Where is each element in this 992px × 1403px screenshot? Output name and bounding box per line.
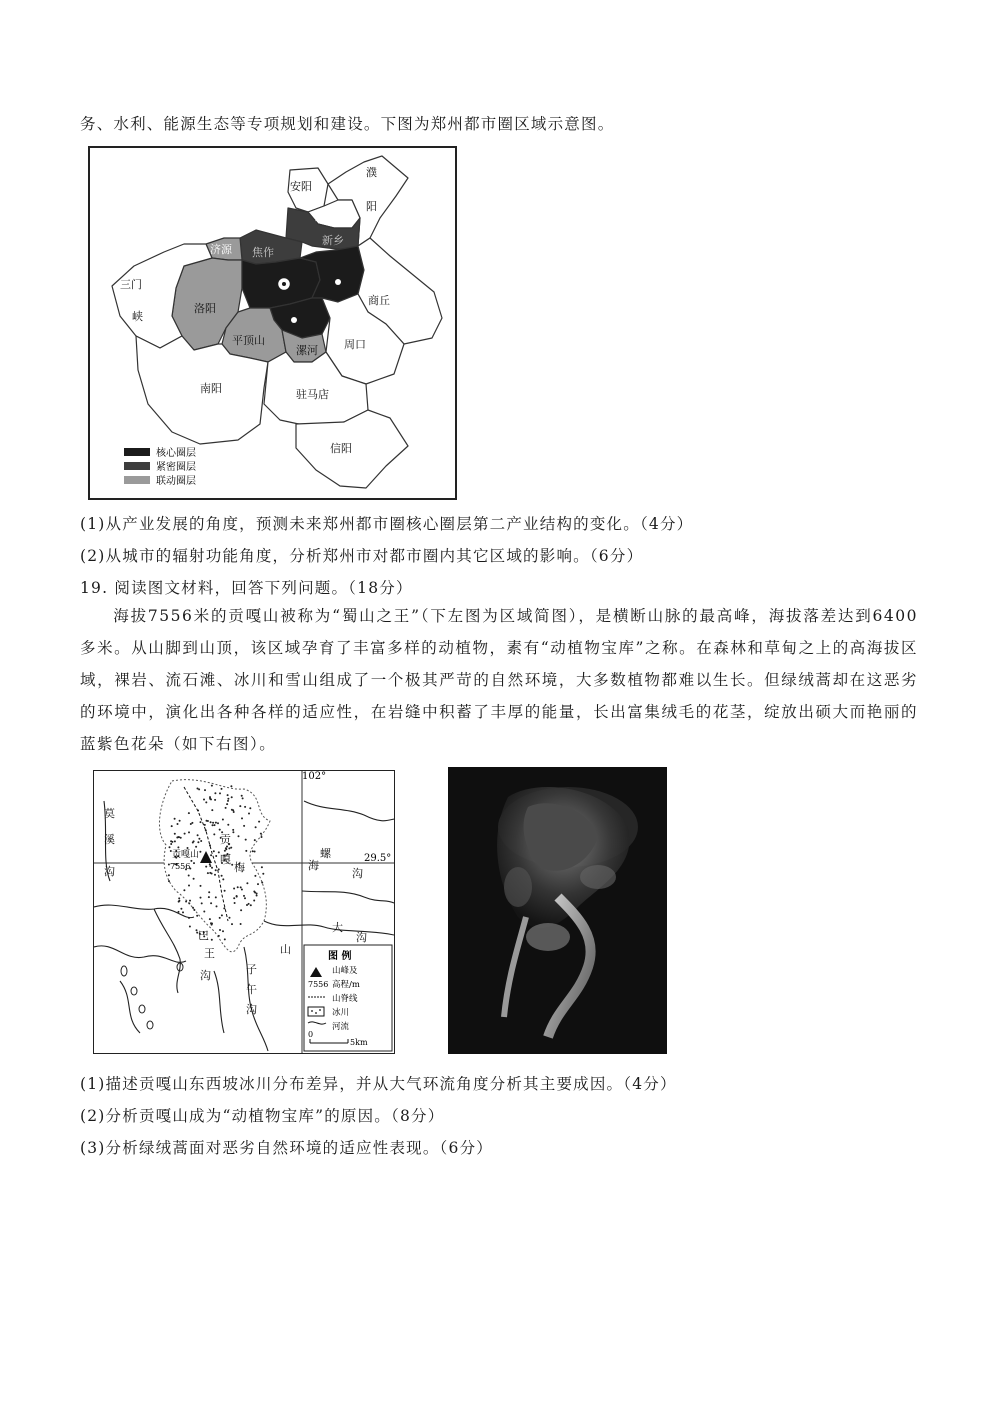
svg-text:沟: 沟 — [352, 867, 363, 880]
svg-text:嘎: 嘎 — [220, 853, 231, 866]
label-puyang-2: 阳 — [366, 200, 377, 213]
q18-2: (2)从城市的辐射功能角度，分析郑州市对都市圈内其它区域的影响。（6分） — [80, 547, 644, 565]
peak-elev: 7556 — [170, 862, 191, 871]
q19-1: (1)描述贡嘎山东西坡冰川分布差异，并从大气环流角度分析其主要成因。（4分） — [80, 1075, 677, 1093]
intro-line: 务、水利、能源生态等专项规划和建设。下图为郑州都市圈区域示意图。 — [80, 115, 615, 133]
zhengzhou-map — [88, 146, 457, 500]
svg-text:子: 子 — [246, 963, 257, 976]
label-xinxiang: 新乡 — [322, 234, 344, 247]
gongga-map-svg — [94, 771, 394, 1053]
svg-text:王: 王 — [204, 947, 215, 960]
svg-text:沟: 沟 — [104, 865, 115, 878]
label-jiyuan: 济源 — [210, 243, 232, 256]
zhengzhou-map-svg — [90, 148, 455, 498]
map1-legend — [124, 446, 196, 487]
peak-name: 贡嘎山 — [172, 850, 200, 860]
q18-1: (1)从产业发展的角度，预测未来郑州都市圈核心圈层第二产业结构的变化。（4分） — [80, 515, 694, 533]
label-sanmenxia-2: 峡 — [132, 310, 143, 323]
lakes — [121, 963, 183, 1029]
legend-core: 核心圈层 — [156, 448, 196, 459]
label-puyang-1: 濮 — [366, 166, 377, 179]
label-zhumadian: 驻马店 — [296, 388, 329, 401]
svg-text:山: 山 — [280, 943, 291, 956]
svg-text:山脊线: 山脊线 — [332, 994, 358, 1004]
svg-text:图 例: 图 例 — [328, 951, 352, 962]
svg-text:5km: 5km — [350, 1038, 368, 1047]
svg-text:山峰及: 山峰及 — [332, 966, 358, 976]
svg-text:莫: 莫 — [104, 807, 115, 820]
label-jiaozuo: 焦作 — [252, 246, 274, 259]
label-nanyang: 南阳 — [200, 382, 222, 395]
blue-poppy-photo — [448, 767, 667, 1054]
svg-text:沟: 沟 — [200, 969, 211, 982]
svg-text:0: 0 — [308, 1030, 314, 1039]
svg-text:大: 大 — [332, 921, 343, 934]
map2-legend — [304, 945, 392, 1051]
label-xinyang: 信阳 — [330, 442, 352, 455]
svg-text:螺: 螺 — [320, 847, 331, 860]
lon-label: 102° — [302, 771, 327, 782]
xuchang-marker — [291, 317, 297, 323]
q19-paragraph — [80, 600, 918, 760]
label-sanmenxia-1: 三门 — [120, 278, 142, 291]
q19-2: (2)分析贡嘎山成为“动植物宝库”的原因。（8分） — [80, 1107, 445, 1125]
label-hebi: 鹤壁 — [314, 210, 336, 223]
q19-paragraph-text: 海拔7556米的贡嘎山被称为“蜀山之王”（下左图为区域简图），是横断山脉的最高峰，海拔落差达到6400多米。从山脚到山顶，该区域孕育了丰富多样的动植物，素有“动植物宝库”之称。在森林和草甸之上的高海拔区域，裸岩、流石滩、冰川和雪山组成了一个极其严苛的自然环境，大多数植物都难以生长。但绿绒蒿却在这恶劣的环境中，演化出各种各样的适应性，在岩缝中积蓄了丰厚的能量，长出富集绒毛的花茎，绽放出硕大而艳丽的蓝紫色花朵（如下右图）。 — [80, 607, 918, 753]
label-shangqiu: 商丘 — [368, 294, 390, 307]
svg-text:海: 海 — [308, 859, 319, 872]
blue-poppy-svg — [448, 767, 667, 1054]
svg-text:贡: 贡 — [220, 833, 231, 846]
legend-linked: 联动圈层 — [156, 476, 196, 487]
svg-text:午: 午 — [246, 983, 257, 996]
svg-text:沟: 沟 — [246, 1003, 257, 1016]
svg-text:溪: 溪 — [104, 833, 115, 846]
label-luohe: 漯河 — [296, 344, 318, 357]
kaifeng-marker — [335, 279, 341, 285]
svg-text:河流: 河流 — [332, 1022, 350, 1032]
label-pingdingshan: 平顶山 — [232, 334, 265, 347]
label-zhoukou: 周口 — [344, 338, 366, 351]
q19-3: (3)分析绿绒蒿面对恶劣自然环境的适应性表现。（6分） — [80, 1139, 493, 1157]
gongga-map — [93, 770, 395, 1054]
legend-peak-elev: 7556 — [308, 980, 329, 989]
svg-text:巴: 巴 — [198, 929, 209, 942]
svg-text:高程/m: 高程/m — [332, 980, 360, 990]
svg-text:冰川: 冰川 — [332, 1008, 350, 1018]
q19-header: 19. 阅读图文材料，回答下列问题。（18分） — [80, 579, 413, 597]
label-anyang: 安阳 — [290, 180, 312, 193]
svg-text:梅: 梅 — [234, 861, 245, 874]
lat-label: 29.5° — [364, 853, 392, 864]
label-luoyang: 洛阳 — [194, 302, 216, 315]
legend-tight: 紧密圈层 — [156, 462, 196, 473]
svg-text:沟: 沟 — [356, 931, 367, 944]
